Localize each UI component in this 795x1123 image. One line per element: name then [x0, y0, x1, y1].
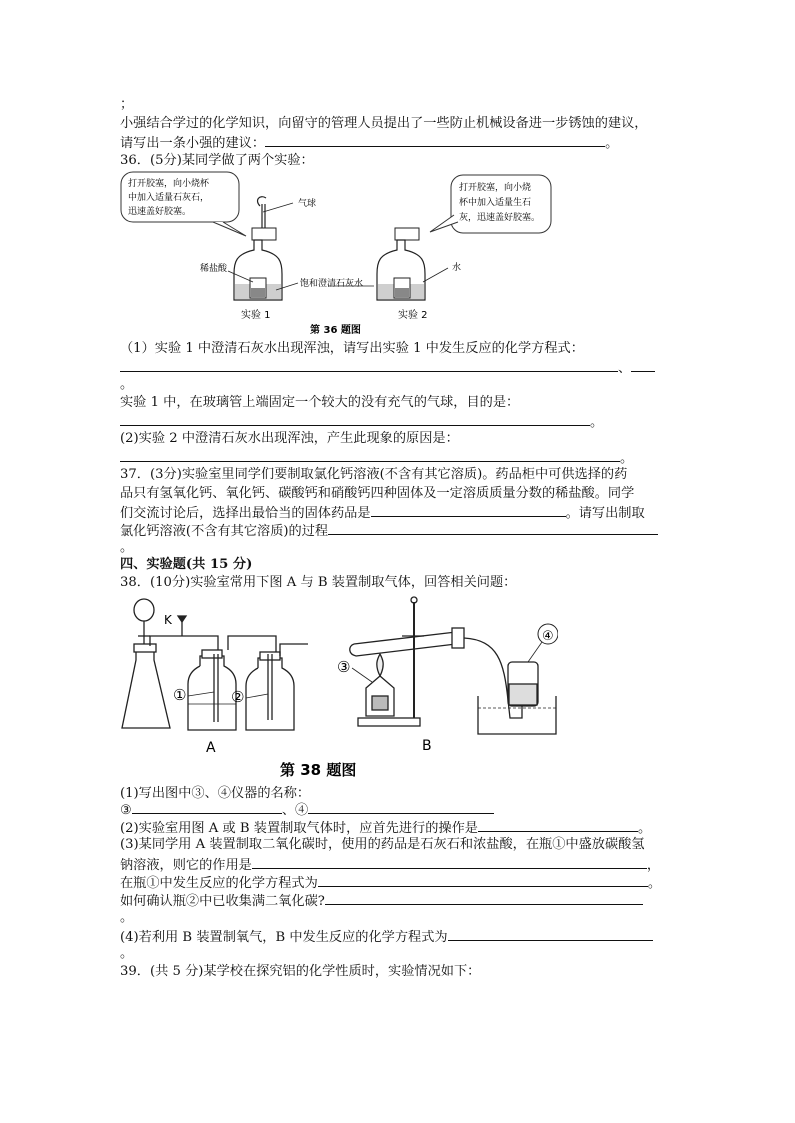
answer-blank[interactable] — [265, 133, 605, 147]
text-line: （1）实验 1 中澄清石灰水出现浑浊，请写出实验 1 中发生反应的化学方程式： — [120, 341, 584, 356]
text-line: 。 — [120, 448, 633, 468]
label-acid: 稀盐酸 — [200, 264, 228, 274]
figure-38 — [118, 592, 558, 782]
label-limewater: 饱和澄清石灰水 — [300, 279, 364, 289]
answer-blank[interactable] — [328, 521, 658, 535]
text-line: 、 — [120, 358, 655, 378]
text-line: 。 — [120, 412, 603, 432]
question-37: 37．(3分)实验室里同学们要制取氯化钙溶液(不含有其它溶质)。药品柜中可供选择的药 — [120, 467, 628, 482]
label-2: ② — [231, 688, 245, 706]
answer-blank[interactable] — [120, 412, 590, 426]
label-3: ③ — [337, 658, 351, 676]
text-line: 氯化钙溶液(不含有其它溶质)的过程 — [120, 521, 658, 541]
caption-exp2: 实验 2 — [398, 310, 428, 321]
answer-blank[interactable] — [252, 855, 647, 869]
text-line: 在瓶①中发生反应的化学方程式为 。 — [120, 873, 661, 893]
text-line: (1)写出图中③、④仪器的名称： — [120, 786, 311, 801]
label-k: K — [164, 613, 172, 627]
text-line: (4)若利用 B 装置制氧气，B 中发生反应的化学方程式为 — [120, 927, 653, 947]
apparatus-a — [122, 599, 308, 730]
text-line: (3)某同学用 A 装置制取二氧化碳时，使用的药品是石灰石和浓盐酸，在瓶①中盛放碳酸氢 — [120, 837, 645, 852]
text-line: ③ 、④ — [120, 800, 494, 820]
text-line: 钠溶液，则它的作用是 ， — [120, 855, 660, 875]
label-water: 水 — [452, 263, 462, 273]
answer-blank[interactable] — [120, 448, 620, 462]
bubble1-line: 迅速盖好胶塞。 — [128, 207, 192, 217]
answer-blank[interactable] — [132, 800, 282, 814]
bubble2-line: 杯中加入适量生石 — [459, 198, 532, 208]
apparatus-b — [350, 597, 556, 734]
text-line: 。 — [120, 910, 134, 925]
bottle-1 — [234, 197, 282, 300]
section-heading: 四、实验题(共 15 分) — [120, 557, 253, 572]
text-line: 们交流讨论后，选择出最恰当的固体药品是 。请写出制取 — [120, 503, 645, 523]
text-line: 小强结合学过的化学知识，向留守的管理人员提出了一些防止机械设备进一步锈蚀的建议， — [120, 116, 648, 131]
bubble2-line: 打开胶塞，向小烧 — [459, 183, 532, 193]
text-line: 。 — [120, 540, 134, 555]
question-36: 36．(5分)某同学做了两个实验： — [120, 153, 314, 168]
text-line: 如何确认瓶②中已收集满二氧化碳? — [120, 891, 643, 911]
text-line: 。 — [120, 377, 134, 392]
label-b: B — [422, 738, 432, 754]
answer-blank[interactable] — [308, 800, 494, 814]
figure-38-title: 第 38 题图 — [280, 761, 357, 779]
bubble1-line: 打开胶塞，向小烧杯 — [128, 179, 210, 189]
answer-blank[interactable] — [120, 358, 618, 372]
answer-blank[interactable] — [448, 927, 653, 941]
answer-blank[interactable] — [325, 891, 643, 905]
answer-blank[interactable] — [318, 873, 648, 887]
figure-36-title: 第 36 题图 — [310, 325, 361, 336]
label-balloon: 气球 — [298, 199, 317, 209]
text-line: 品只有氢氧化钙、氧化钙、碳酸钙和硝酸钙四种固体及一定溶质质量分数的稀盐酸。同学 — [120, 486, 635, 501]
text-line: 请写出一条小强的建议： 。 — [120, 133, 618, 153]
bubble2-line: 灰，迅速盖好胶塞。 — [459, 213, 541, 223]
text-line: 实验 1 中，在玻璃管上端固定一个较大的没有充气的气球，目的是： — [120, 395, 520, 410]
label-4: ④ — [542, 629, 554, 644]
text-line: ； — [120, 97, 134, 112]
question-38: 38．(10分)实验室常用下图 A 与 B 装置制取气体，回答相关问题： — [120, 575, 517, 590]
text-line: (2)实验室用图 A 或 B 装置制取气体时，应首先进行的操作是 。 — [120, 818, 651, 838]
answer-blank[interactable] — [631, 358, 655, 372]
text-line: 。 — [120, 946, 134, 961]
figure-36 — [118, 170, 558, 338]
bottle-2 — [377, 228, 425, 300]
caption-exp1: 实验 1 — [241, 310, 271, 321]
answer-blank[interactable] — [371, 503, 566, 517]
label-a: A — [206, 740, 216, 756]
text-line: (2)实验 2 中澄清石灰水出现浑浊，产生此现象的原因是： — [120, 431, 459, 446]
label-1: ① — [173, 686, 187, 704]
question-39: 39．(共 5 分)某学校在探究铝的化学性质时，实验情况如下： — [120, 964, 481, 979]
answer-blank[interactable] — [478, 818, 638, 832]
bubble1-line: 中加入适量石灰石， — [128, 193, 210, 203]
